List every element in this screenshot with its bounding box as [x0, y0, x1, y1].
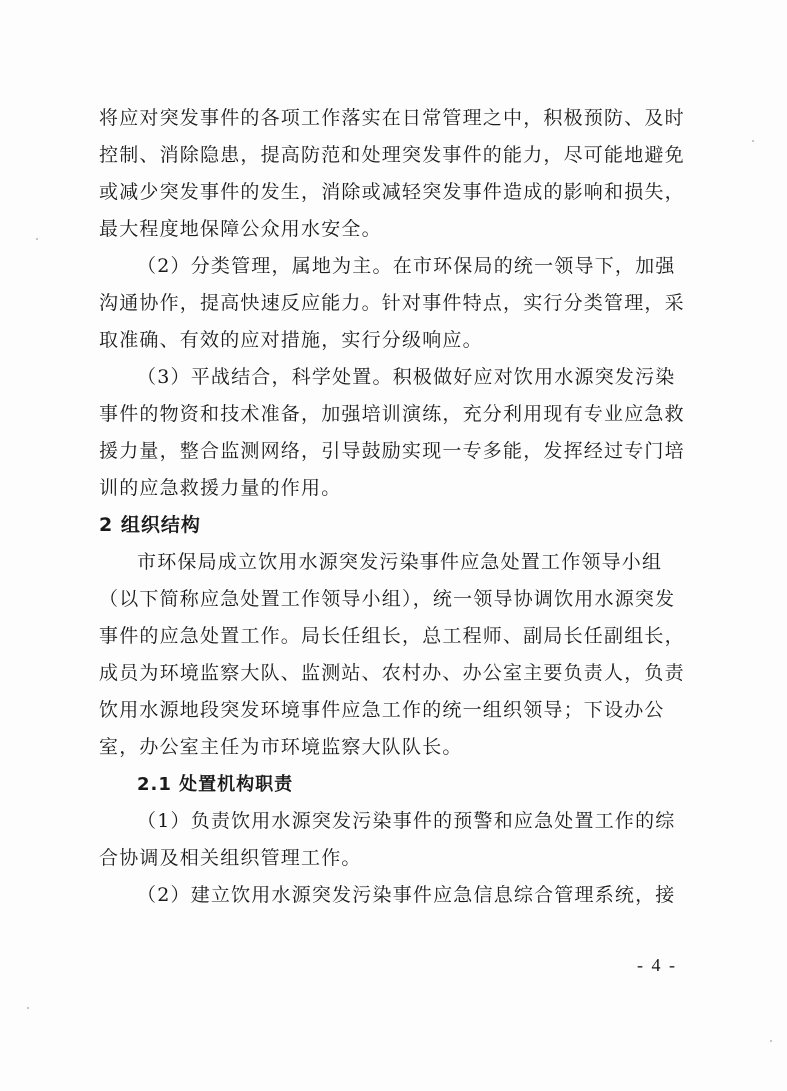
scan-speck	[752, 140, 754, 142]
page-number: - 4 -	[637, 955, 677, 975]
section-2-1-heading: 2.1 处置机构职责	[137, 774, 294, 795]
continuation-paragraph: 将应对突发事件的各项工作落实在日常管理之中，积极预防、及时控制、消除隐患，提高防范和处理突发事件的能力，尽可能地避免或减少突发事件的发生，消除或减轻突发事件造成的影响和损失，最大程度地保障公众用水安全。	[99, 107, 685, 240]
duty-2-paragraph: （2）建立饮用水源突发污染事件应急信息综合管理系统，接	[137, 884, 676, 906]
text-block-principles	[99, 100, 691, 507]
duty-1-paragraph: （1）负责饮用水源突发污染事件的预警和应急处置工作的综合协调及相关组织管理工作。	[99, 810, 676, 869]
section-2-paragraph: 市环保局成立饮用水源突发污染事件应急处置工作领导小组（以下简称应急处置工作领导小组），统一领导协调饮用水源突发事件的应急处置工作。局长任组长，总工程师、副局长任副组长，成员为环境监察大队、监测站、农村办、办公室主要负责人，负责饮用水源地段突发环境事件应急工作的统一组织领导；下设办公室，办公室主任为市环境监察大队队长。	[99, 551, 685, 758]
scan-speck	[27, 1007, 29, 1009]
principle-2-paragraph: （2）分类管理，属地为主。在市环保局的统一领导下，加强沟通协作，提高快速反应能力。针对事件特点，实行分类管理，采取准确、有效的应对措施，实行分级响应。	[99, 255, 685, 351]
text-block-organization	[99, 507, 691, 914]
section-2-heading: 2 组织结构	[99, 514, 201, 536]
scan-speck	[36, 238, 38, 240]
scan-speck	[770, 1040, 772, 1042]
principle-3-paragraph: （3）平战结合，科学处置。积极做好应对饮用水源突发污染事件的物资和技术准备，加强培训演练，充分利用现有专业应急救援力量，整合监测网络，引导鼓励实现一专多能，发挥经过专门培训的应急救援力量的作用。	[99, 366, 685, 499]
